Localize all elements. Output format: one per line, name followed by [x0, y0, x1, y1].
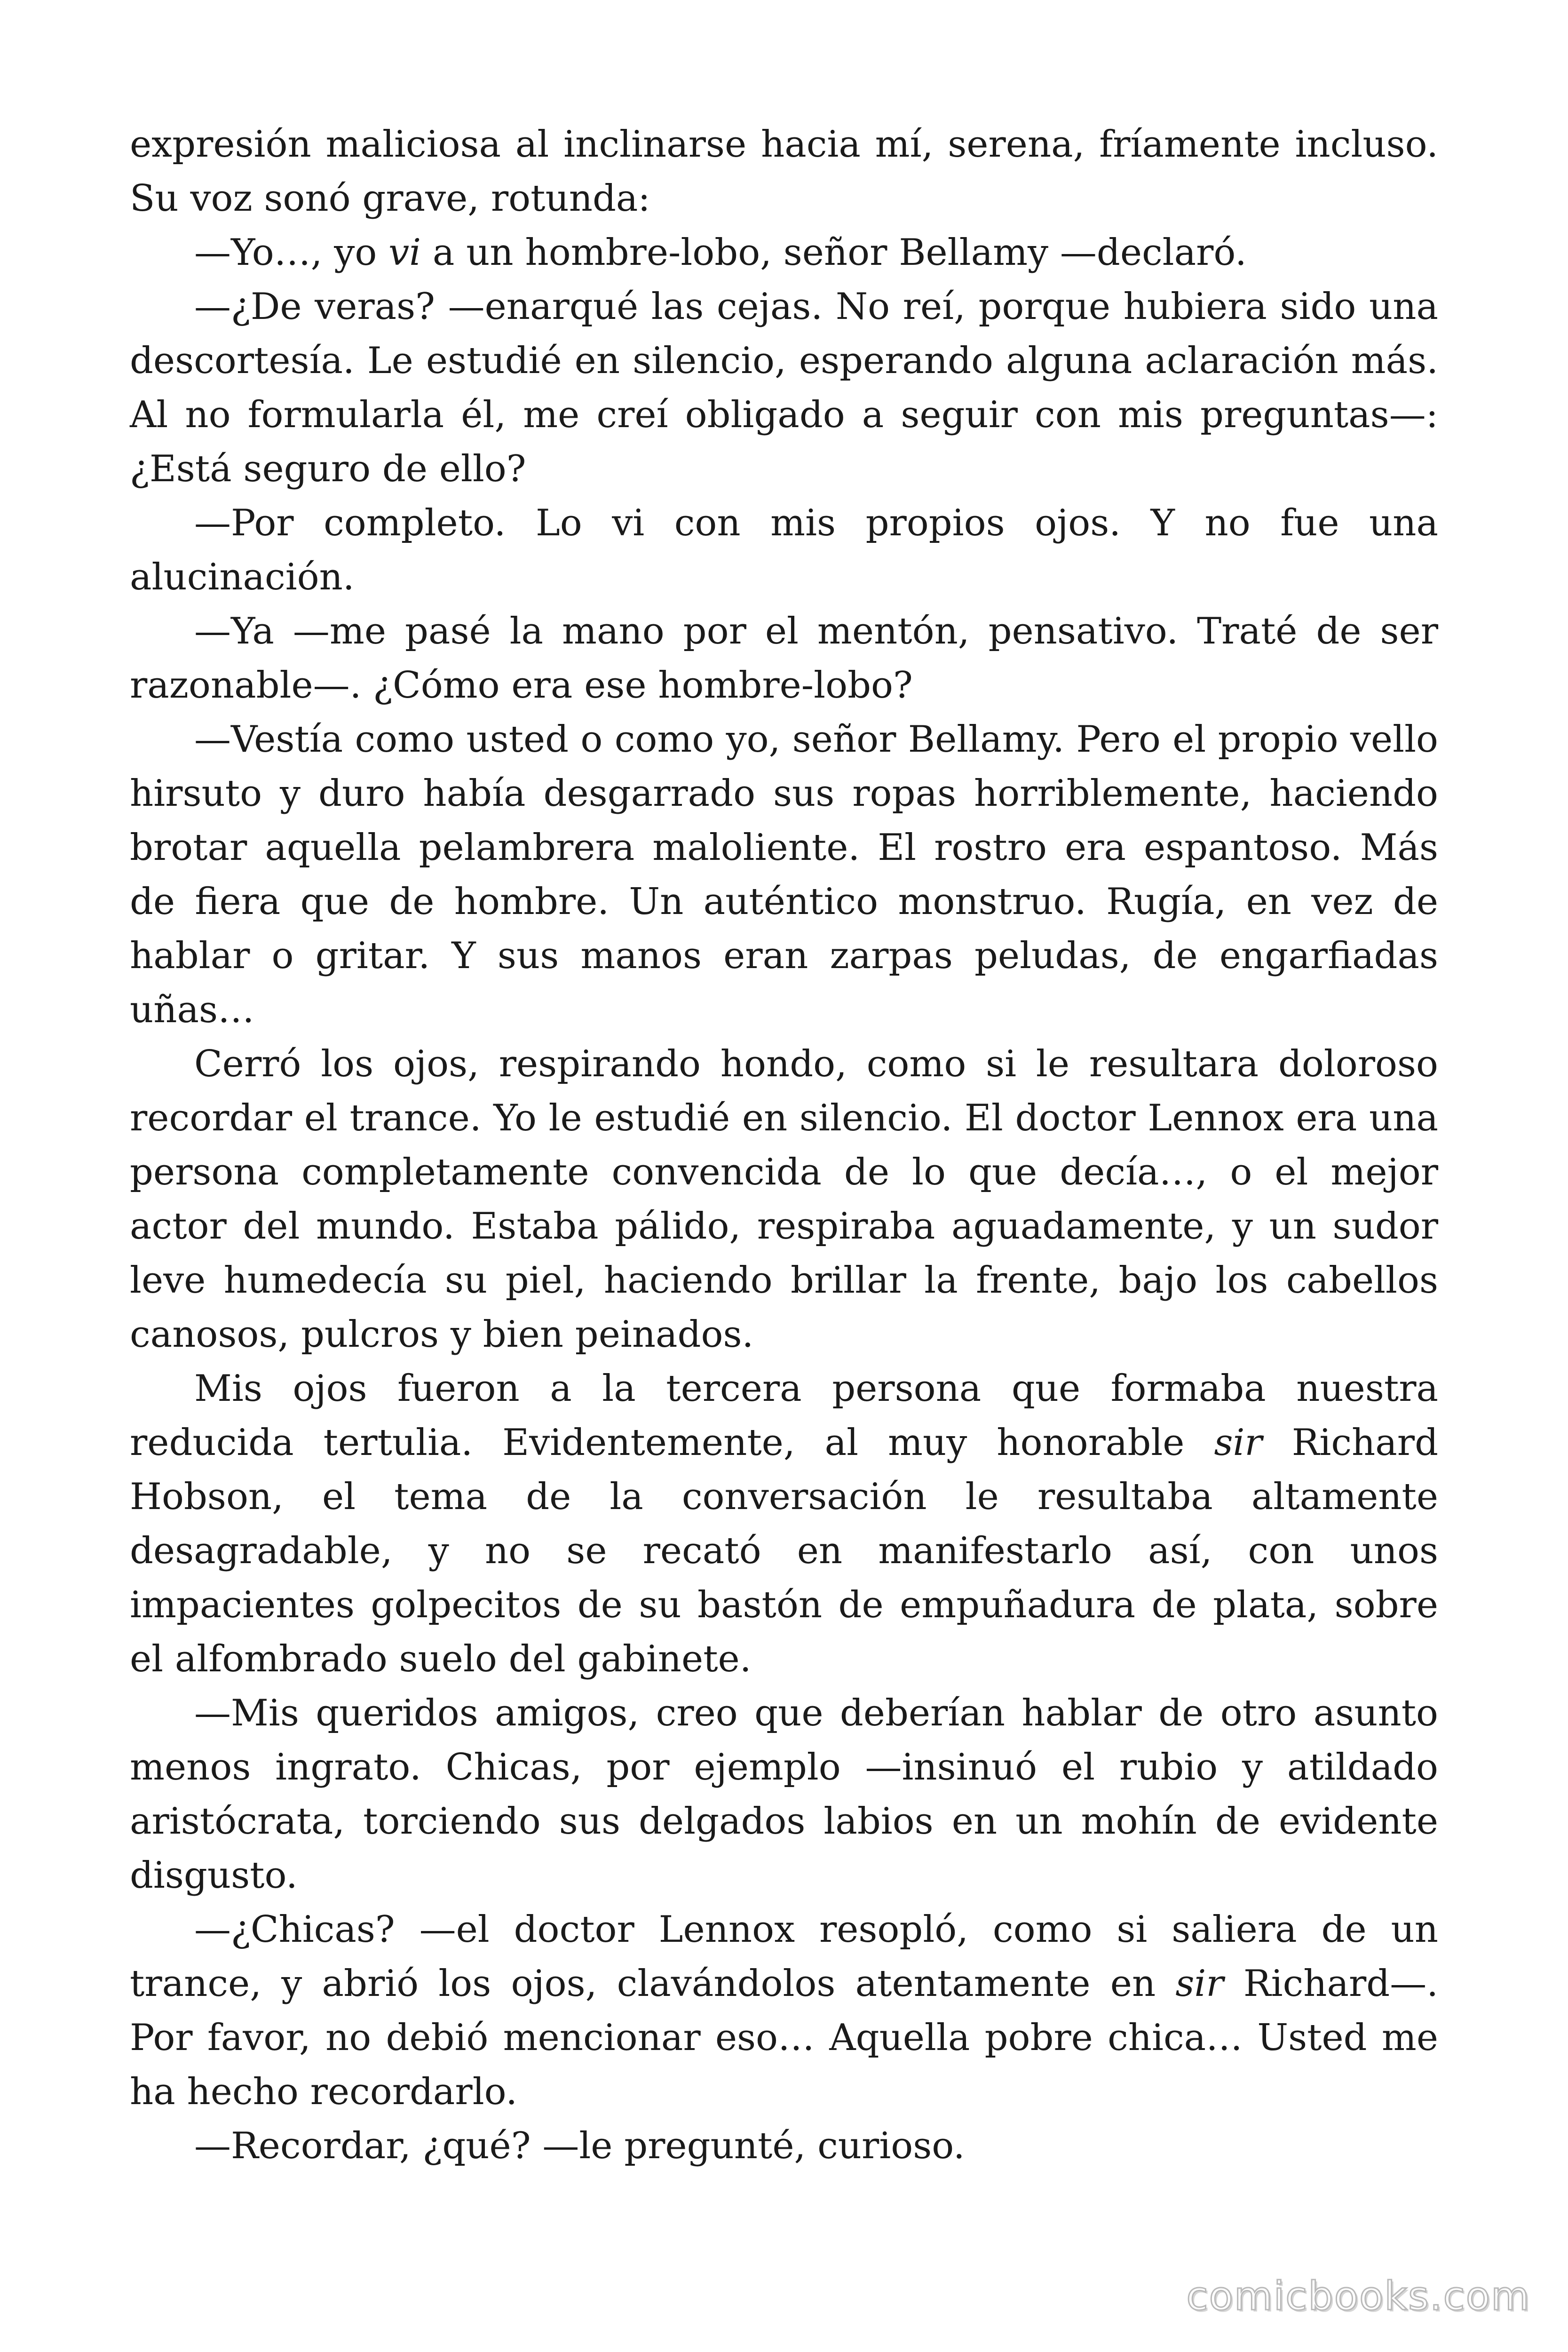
paragraph: —¿De veras? —enarqué las cejas. No reí, porque hubiera sido una descortesía. Le estudié en silencio, esperando alguna aclaración más. Al no formularla él, me creí obligado a seguir con mis preguntas—: ¿Está seguro de ello?: [130, 286, 1438, 490]
italic-word: sir: [1214, 1422, 1262, 1464]
paragraph: —Mis queridos amigos, creo que deberían hablar de otro asunto menos ingrato. Chicas, por ejemplo —insinuó el rubio y atildado aristócrata, torciendo sus delgados labios en un mohín de evidente disgusto.: [130, 1692, 1438, 1897]
watermark: comicbooks.com: [1186, 2273, 1530, 2319]
paragraph: —Por completo. Lo vi con mis propios ojos. Y no fue una alucinación.: [130, 502, 1438, 598]
paragraph: Cerró los ojos, respirando hondo, como si le resultara doloroso recordar el trance. Yo le estudié en silencio. El doctor Lennox era una persona completamente convencida de lo que decía…, o el mejor actor del mundo. Estaba pálido, respiraba aguadamente, y un sudor leve humedecía su piel, haciendo brillar la frente, bajo los cabellos canosos, pulcros y bien peinados.: [130, 1043, 1438, 1356]
body-text: [130, 118, 1438, 2173]
paragraph: —¿Chicas? —el doctor Lennox resopló, como si saliera de un trance, y abrió los ojos, clavándolos atentamente en sir Richard—. Por favor, no debió mencionar eso… Aquella pobre chica… Usted me ha hecho recordarlo.: [130, 1908, 1438, 2113]
paragraph: —Ya —me pasé la mano por el mentón, pensativo. Traté de ser razonable—. ¿Cómo era ese hombre-lobo?: [130, 610, 1438, 707]
italic-word: vi: [388, 231, 421, 274]
paragraph: expresión maliciosa al inclinarse hacia mí, serena, fríamente incluso. Su voz sonó grave, rotunda:: [130, 123, 1438, 220]
paragraph: Mis ojos fueron a la tercera persona que formaba nuestra reducida tertulia. Evidentemente, al muy honorable sir Richard Hobson, el tema de la conversación le resultaba altamente desagradable, y no se recató en manifestarlo así, con unos impacientes golpecitos de su bastón de empuñadura de plata, sobre el alfombrado suelo del gabinete.: [130, 1367, 1439, 1680]
italic-word: sir: [1175, 1963, 1224, 2005]
paragraph: —Vestía como usted o como yo, señor Bellamy. Pero el propio vello hirsuto y duro había desgarrado sus ropas horriblemente, haciendo brotar aquella pelambrera maloliente. El rostro era espantoso. Más de fiera que de hombre. Un auténtico monstruo. Rugía, en vez de hablar o gritar. Y sus manos eran zarpas peludas, de engarfiadas uñas…: [130, 718, 1438, 1031]
paragraph: —Yo…, yo vi a un hombre-lobo, señor Bellamy —declaró.: [194, 231, 1247, 274]
paragraph: —Recordar, ¿qué? —le pregunté, curioso.: [194, 2125, 965, 2167]
